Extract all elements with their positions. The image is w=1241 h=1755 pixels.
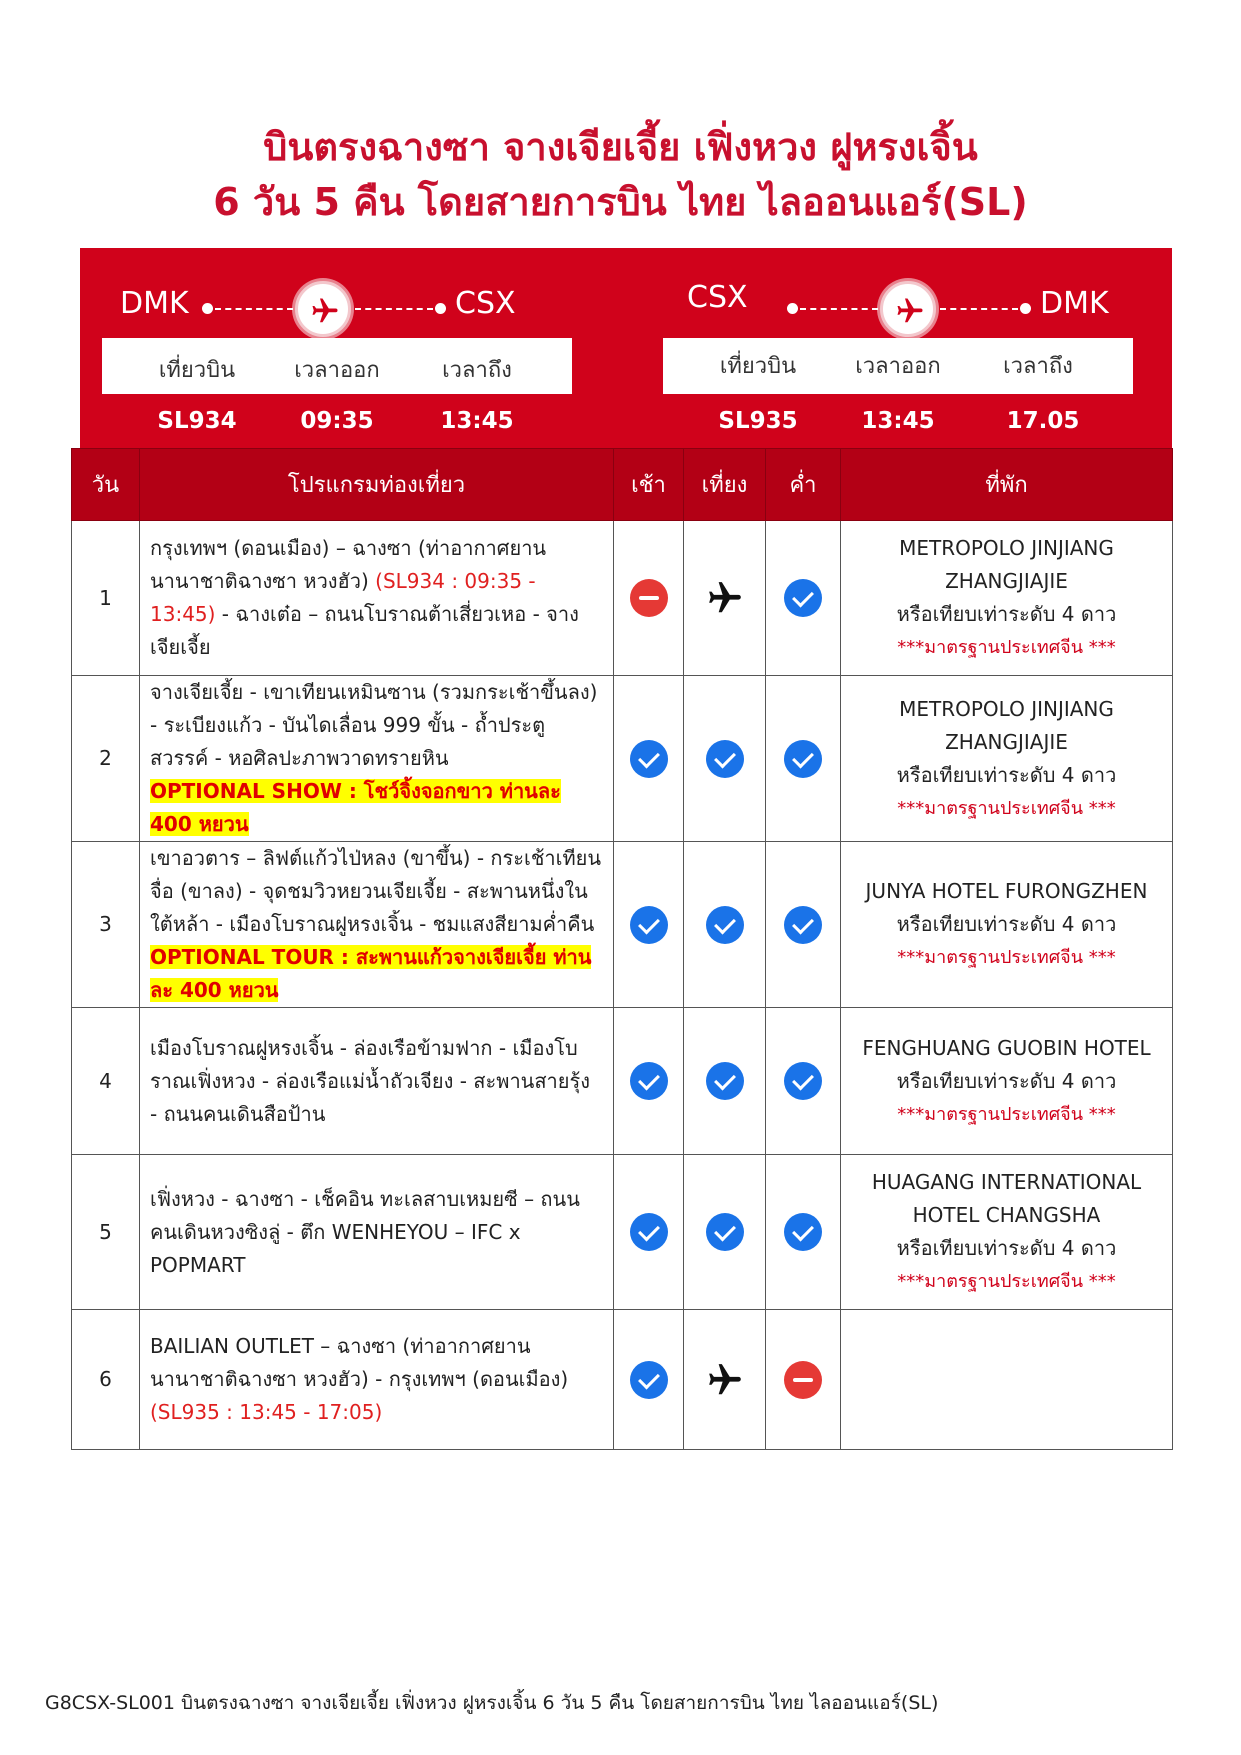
check-icon [630,740,668,778]
plane-icon [706,579,744,617]
meal-cell [766,1008,841,1155]
hotel-standard-note: ***มาตรฐานประเทศจีน *** [897,1271,1116,1292]
day-number: 3 [72,842,140,1008]
outbound-info-box [102,338,572,394]
hotel-cell [841,1310,1173,1450]
outbound-depart-label: เวลาออก [294,358,380,383]
meal-cell [766,1310,841,1450]
hotel-alternative: หรือเทียบเท่าระดับ 4 ดาว [896,762,1117,787]
meal-cell [684,521,766,676]
meal-cell [614,1008,684,1155]
flight-banner [80,248,1172,448]
header-day: วัน [72,449,140,521]
route-dot [1020,303,1031,314]
meal-cell [614,676,684,842]
plane-icon [295,281,351,337]
inbound-flight-number: SL935 [718,408,798,434]
table-row [72,1155,1173,1310]
check-icon [706,740,744,778]
check-icon [784,906,822,944]
meal-cell [684,1310,766,1450]
check-icon [784,1062,822,1100]
hotel-alternative: หรือเทียบเท่าระดับ 4 ดาว [896,1068,1117,1093]
page-title-line2: 6 วัน 5 คืน โดยสายการบิน ไทย ไลออนแอร์(SL) [213,180,1028,224]
program-text: กรุงเทพฯ (ดอนเมือง) – ฉางซา (ท่าอากาศยานนานาชาติฉางซา หวงฮัว) [150,536,547,593]
hotel-alternative: หรือเทียบเท่าระดับ 4 ดาว [896,912,1117,936]
hotel-standard-note: ***มาตรฐานประเทศจีน *** [897,797,1116,819]
flight-time-note: (SL934 : 09:35 - 13:45) [150,569,536,626]
program-cell [140,676,614,842]
check-icon [784,740,822,778]
hotel-standard-note: ***มาตรฐานประเทศจีน *** [897,1103,1116,1125]
optional-highlight: OPTIONAL TOUR : สะพานแก้วจางเจียเจี้ย ท่านละ 400 หยวน [150,945,592,1002]
outbound-from: DMK [120,286,189,321]
hotel-name: METROPOLO JINJIANG ZHANGJIAJIE [899,536,1114,593]
hotel-cell [841,1008,1173,1155]
route-dot [435,303,446,314]
header-breakfast: เช้า [614,449,684,521]
hotel-alternative: หรือเทียบเท่าระดับ 4 ดาว [896,1236,1117,1260]
meal-cell [614,1155,684,1310]
program-cell [140,1008,614,1155]
day-number: 6 [72,1310,140,1450]
inbound-info-box [663,338,1133,394]
route-dash [355,308,433,310]
program-cell [140,1310,614,1450]
hotel-standard-note: ***มาตรฐานประเทศจีน *** [897,637,1116,658]
minus-icon [784,1361,822,1399]
hotel-alternative: หรือเทียบเท่าระดับ 4 ดาว [896,602,1117,626]
outbound-route [120,278,516,338]
check-icon [630,906,668,944]
meal-cell [766,676,841,842]
meal-cell [684,1155,766,1310]
check-icon [630,1062,668,1100]
program-text: เขาอวตาร – ลิฟต์แก้วไป่หลง (ขาขึ้น) - กระเช้าเทียนจื่อ (ขาลง) - จุดชมวิวหยวนเจียเจี้ย - สะพานหนึ่งในใต้หล้า - เมืองโบราณฝูหรงเจิ้น - ชมแสงสียามค่ำคืน [150,846,602,936]
program-cell [140,842,614,1008]
meal-cell [684,1008,766,1155]
route-dash [940,308,1018,310]
program-text: เมืองโบราณฝูหรงเจิ้น - ล่องเรือข้ามฟาก - เมืองโบราณเฟิ่งหวง - ล่องเรือแม่น้ำถัวเจียง - สะพานสายรุ้ง - ถนนคนเดินสือป้าน [150,1035,591,1126]
meal-cell [766,521,841,676]
hotel-cell [841,842,1173,1008]
outbound-depart-time: 09:35 [300,408,374,434]
inbound-route [687,278,1127,338]
program-cell [140,521,614,676]
hotel-name: HUAGANG INTERNATIONAL HOTEL CHANGSHA [871,1170,1142,1227]
check-icon [784,1213,822,1251]
check-icon [706,1213,744,1251]
meal-cell [684,676,766,842]
program-text-continued: - ฉางเต๋อ – ถนนโบราณต้าเสี่ยวเหอ - จางเจียเจี้ย [150,602,579,659]
program-text: จางเจียเจี้ย - เขาเทียนเหมินซาน (รวมกระเช้าขึ้นลง) - ระเบียงแก้ว - บันไดเลื่อน 999 ขั้น - ถ้ำประตูสวรรค์ - หอศิลปะภาพวาดทรายหิน [150,680,598,770]
check-icon [630,1213,668,1251]
inbound-depart-label: เวลาออก [855,354,941,379]
hotel-name: METROPOLO JINJIANG ZHANGJIAJIE [899,696,1114,754]
plane-icon [706,1361,744,1399]
check-icon [706,1062,744,1100]
check-icon [706,906,744,944]
page-footer: G8CSX-SL001 บินตรงฉางซา จางเจียเจี้ย เฟิ่งหวง ฝูหรงเจิ้น 6 วัน 5 คืน โดยสายการบิน ไทย ไลออนแอร์(SL) [45,1692,939,1714]
meal-cell [766,842,841,1008]
day-number: 5 [72,1155,140,1310]
route-dot [787,303,798,314]
flight-time-note: (SL935 : 13:45 - 17:05) [150,1400,383,1424]
day-number: 1 [72,521,140,676]
hotel-cell [841,521,1173,676]
meal-cell [766,1155,841,1310]
itinerary-table [71,448,1173,1450]
inbound-from: CSX [687,280,748,315]
table-row [72,676,1173,842]
meal-cell [614,842,684,1008]
outbound-flight-number: SL934 [157,408,237,434]
header-program: โปรแกรมท่องเที่ยว [140,449,614,521]
inbound-to: DMK [1040,286,1109,321]
inbound-arrive-time: 17.05 [1006,408,1080,434]
outbound-to: CSX [455,286,516,321]
table-row [72,1310,1173,1450]
plane-icon [880,281,936,337]
meal-cell [684,842,766,1008]
table-row [72,842,1173,1008]
hotel-cell [841,676,1173,842]
check-icon [630,1361,668,1399]
hotel-name: JUNYA HOTEL FURONGZHEN [865,879,1148,903]
route-dash [800,308,878,310]
route-dash [215,308,293,310]
optional-highlight: OPTIONAL SHOW : โชว์จิ้งจอกขาว ท่านละ 400 หยวน [150,779,561,836]
header-dinner: ค่ำ [766,449,841,521]
header-lunch: เที่ยง [684,449,766,521]
table-row [72,521,1173,676]
program-text: BAILIAN OUTLET – ฉางซา (ท่าอากาศยานนานาชาติฉางซา หวงฮัว) - กรุงเทพฯ (ดอนเมือง) [150,1334,569,1391]
table-row [72,1008,1173,1155]
program-text: เฟิ่งหวง - ฉางซา - เช็คอิน ทะเลสาบเหมยซี – ถนนคนเดินหวงซิงลู่ - ตึก WENHEYOU – IFC x POPMART [150,1186,580,1277]
inbound-flight-label: เที่ยวบิน [719,354,797,379]
page-title-line1: บินตรงฉางซา จางเจียเจี้ย เฟิ่งหวง ฝูหรงเจิ้น [263,125,978,169]
check-icon [784,579,822,617]
hotel-name: FENGHUANG GUOBIN HOTEL [862,1035,1151,1060]
header-hotel: ที่พัก [841,449,1173,521]
route-dot [202,303,213,314]
meal-cell [614,521,684,676]
outbound-arrive-time: 13:45 [440,408,514,434]
meal-cell [614,1310,684,1450]
day-number: 2 [72,676,140,842]
hotel-cell [841,1155,1173,1310]
table-header-row [72,449,1173,521]
minus-icon [630,579,668,617]
inbound-arrive-label: เวลาถึง [1003,354,1073,379]
outbound-flight-label: เที่ยวบิน [158,358,236,383]
outbound-arrive-label: เวลาถึง [442,358,512,383]
program-cell [140,1155,614,1310]
inbound-depart-time: 13:45 [861,408,935,434]
day-number: 4 [72,1008,140,1155]
hotel-standard-note: ***มาตรฐานประเทศจีน *** [897,947,1116,968]
